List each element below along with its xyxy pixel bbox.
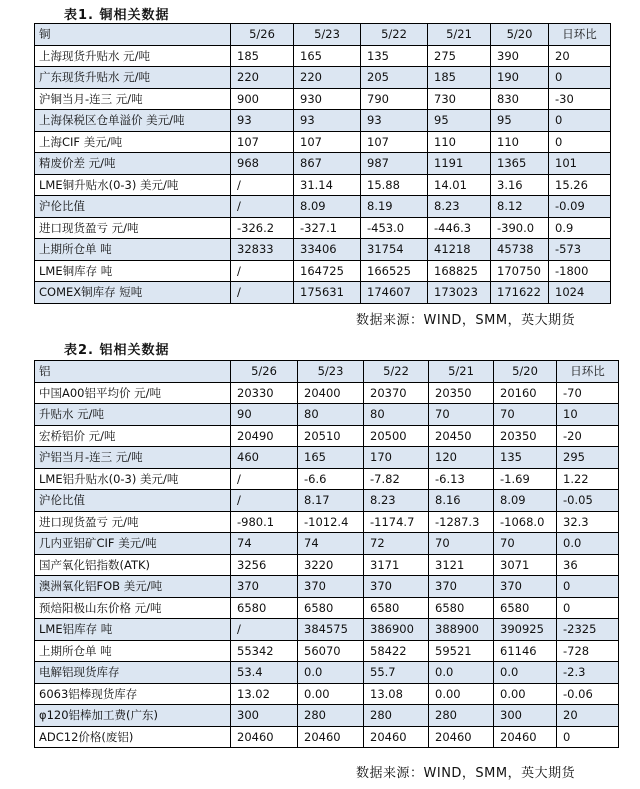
column-header: 5/21	[428, 24, 491, 46]
table-row	[35, 153, 611, 175]
table-row	[35, 260, 611, 282]
table-cell: 390925	[494, 619, 557, 641]
table-cell: 20350	[429, 382, 494, 404]
table-cell: -70	[557, 382, 619, 404]
table-cell: /	[231, 174, 294, 196]
row-label: 几内亚铝矿CIF 美元/吨	[35, 533, 231, 555]
table-cell: 20370	[364, 382, 429, 404]
row-label: 沪铝当月-连三 元/吨	[35, 447, 231, 469]
row-label: COMEX铜库存 短吨	[35, 282, 231, 304]
table-row	[35, 196, 611, 218]
table-row	[35, 217, 611, 239]
table-cell: 370	[231, 576, 298, 598]
row-label: 上海保税区仓单溢价 美元/吨	[35, 110, 231, 132]
row-label: φ120铝棒加工费(广东)	[35, 705, 231, 727]
table-row	[35, 576, 619, 598]
table-cell: 220	[294, 67, 361, 89]
copper-data-table	[34, 23, 611, 304]
column-header: 铜	[35, 24, 231, 46]
row-label: 上期所仓单 吨	[35, 239, 231, 261]
table-cell: 0.00	[429, 683, 494, 705]
table-row	[35, 468, 619, 490]
table-cell: 295	[557, 447, 619, 469]
column-header: 日环比	[557, 361, 619, 383]
table-cell: 107	[231, 131, 294, 153]
table-cell: 74	[231, 533, 298, 555]
table-cell: 36	[557, 554, 619, 576]
table-cell: -0.05	[557, 490, 619, 512]
table-cell: 0	[549, 67, 611, 89]
table-row	[35, 597, 619, 619]
table-cell: 370	[298, 576, 364, 598]
table-cell: 300	[494, 705, 557, 727]
table-cell: 72	[364, 533, 429, 555]
column-header: 5/22	[361, 24, 428, 46]
table-cell: 386900	[364, 619, 429, 641]
column-header: 5/26	[231, 24, 294, 46]
table-row	[35, 45, 611, 67]
table-cell: 8.16	[429, 490, 494, 512]
table-cell: -6.13	[429, 468, 494, 490]
table-cell: -1800	[549, 260, 611, 282]
table-cell: -6.6	[298, 468, 364, 490]
table-cell: -1068.0	[494, 511, 557, 533]
table-cell: 20	[557, 705, 619, 727]
table-cell: 45738	[491, 239, 549, 261]
table-row	[35, 726, 619, 748]
table-cell: 1024	[549, 282, 611, 304]
column-header: 5/20	[491, 24, 549, 46]
table2-header-row	[35, 361, 619, 383]
row-label: LME铜库存 吨	[35, 260, 231, 282]
table1-title: 表1. 铜相关数据	[64, 8, 170, 23]
table-row	[35, 662, 619, 684]
table-cell: 968	[231, 153, 294, 175]
table-cell: 190	[491, 67, 549, 89]
row-label: 澳洲氧化铝FOB 美元/吨	[35, 576, 231, 598]
table-cell: -7.82	[364, 468, 429, 490]
table-row	[35, 404, 619, 426]
table-cell: 175631	[294, 282, 361, 304]
table-cell: 3256	[231, 554, 298, 576]
table-cell: 20460	[298, 726, 364, 748]
table-cell: 70	[494, 404, 557, 426]
table-cell: /	[231, 490, 298, 512]
table-cell: 95	[491, 110, 549, 132]
table-cell: 384575	[298, 619, 364, 641]
table-cell: 41218	[428, 239, 491, 261]
table-cell: 370	[494, 576, 557, 598]
table-cell: 13.02	[231, 683, 298, 705]
row-label: 电解铝现货库存	[35, 662, 231, 684]
table-cell: -1287.3	[429, 511, 494, 533]
table-cell: 280	[429, 705, 494, 727]
table-cell: 20330	[231, 382, 298, 404]
table-row	[35, 533, 619, 555]
row-label: 进口现货盈亏 元/吨	[35, 217, 231, 239]
table-cell: 1365	[491, 153, 549, 175]
table-cell: 370	[364, 576, 429, 598]
table-cell: 987	[361, 153, 428, 175]
table-cell: 185	[428, 67, 491, 89]
row-label: 上期所仓单 吨	[35, 640, 231, 662]
table-cell: 3220	[298, 554, 364, 576]
table-cell: /	[231, 196, 294, 218]
table-cell: 3071	[494, 554, 557, 576]
row-label: 沪伦比值	[35, 490, 231, 512]
table-cell: 135	[361, 45, 428, 67]
row-label: 预焙阳极山东价格 元/吨	[35, 597, 231, 619]
table-cell: 370	[429, 576, 494, 598]
table-cell: 205	[361, 67, 428, 89]
table-cell: -1174.7	[364, 511, 429, 533]
table-row	[35, 705, 619, 727]
table-cell: 8.19	[361, 196, 428, 218]
table-row	[35, 239, 611, 261]
table-cell: 70	[429, 404, 494, 426]
table-cell: 1.22	[557, 468, 619, 490]
table-cell: -980.1	[231, 511, 298, 533]
table-cell: 8.09	[494, 490, 557, 512]
table-cell: 280	[298, 705, 364, 727]
table-cell: -0.06	[557, 683, 619, 705]
table-row	[35, 88, 611, 110]
table-cell: 110	[428, 131, 491, 153]
table-cell: 32833	[231, 239, 294, 261]
table-cell: 93	[361, 110, 428, 132]
table-cell: 107	[294, 131, 361, 153]
table-row	[35, 67, 611, 89]
table-row	[35, 131, 611, 153]
table-cell: 171622	[491, 282, 549, 304]
table-cell: 0.0	[429, 662, 494, 684]
table-cell: 730	[428, 88, 491, 110]
table-row	[35, 640, 619, 662]
table-cell: 0	[557, 576, 619, 598]
table-cell: 20460	[364, 726, 429, 748]
table-row	[35, 490, 619, 512]
column-header: 日环比	[549, 24, 611, 46]
table-cell: 8.12	[491, 196, 549, 218]
table-cell: 3121	[429, 554, 494, 576]
table-cell: 0.9	[549, 217, 611, 239]
row-label: 升贴水 元/吨	[35, 404, 231, 426]
row-label: ADC12价格(废铝)	[35, 726, 231, 748]
table2-source-note: 数据来源：WIND，SMM，英大期货	[356, 766, 576, 781]
table-row	[35, 619, 619, 641]
table-cell: -390.0	[491, 217, 549, 239]
table-cell: 101	[549, 153, 611, 175]
table-cell: 120	[429, 447, 494, 469]
row-label: 沪伦比值	[35, 196, 231, 218]
table-cell: 20460	[494, 726, 557, 748]
table-cell: 59521	[429, 640, 494, 662]
table-cell: -2325	[557, 619, 619, 641]
column-header: 5/23	[294, 24, 361, 46]
table-row	[35, 282, 611, 304]
table-cell: -728	[557, 640, 619, 662]
table-cell: 830	[491, 88, 549, 110]
table-cell: 220	[231, 67, 294, 89]
table-cell: 20	[549, 45, 611, 67]
table-cell: 20450	[429, 425, 494, 447]
table-cell: 1191	[428, 153, 491, 175]
table-cell: -1012.4	[298, 511, 364, 533]
table-cell: 170	[364, 447, 429, 469]
table-cell: -446.3	[428, 217, 491, 239]
table-cell: 0.00	[494, 683, 557, 705]
table-cell: 107	[361, 131, 428, 153]
row-label: 宏桥铝价 元/吨	[35, 425, 231, 447]
table-row	[35, 174, 611, 196]
table-cell: 90	[231, 404, 298, 426]
table-cell: 95	[428, 110, 491, 132]
row-label: 进口现货盈亏 元/吨	[35, 511, 231, 533]
table-cell: 8.09	[294, 196, 361, 218]
table-cell: 20490	[231, 425, 298, 447]
row-label: LME铝升贴水(0-3) 美元/吨	[35, 468, 231, 490]
aluminum-data-table	[34, 360, 619, 748]
table-cell: 58422	[364, 640, 429, 662]
table-cell: 20460	[429, 726, 494, 748]
column-header: 5/26	[231, 361, 298, 383]
table-cell: 0	[557, 726, 619, 748]
table-cell: -453.0	[361, 217, 428, 239]
table-cell: 31754	[361, 239, 428, 261]
table-cell: 20350	[494, 425, 557, 447]
table-cell: 53.4	[231, 662, 298, 684]
row-label: 精废价差 元/吨	[35, 153, 231, 175]
table-cell: 20510	[298, 425, 364, 447]
table-cell: -20	[557, 425, 619, 447]
table-cell: 135	[494, 447, 557, 469]
column-header: 铝	[35, 361, 231, 383]
table-cell: 56070	[298, 640, 364, 662]
table-cell: 275	[428, 45, 491, 67]
table-cell: /	[231, 468, 298, 490]
table-cell: 170750	[491, 260, 549, 282]
table-cell: 33406	[294, 239, 361, 261]
table-cell: 6580	[298, 597, 364, 619]
table-row	[35, 683, 619, 705]
table-cell: 15.88	[361, 174, 428, 196]
table-row	[35, 110, 611, 132]
table-cell: 6580	[429, 597, 494, 619]
column-header: 5/20	[494, 361, 557, 383]
table-cell: 6580	[231, 597, 298, 619]
row-label: 中国A00铝平均价 元/吨	[35, 382, 231, 404]
row-label: LME铝库存 吨	[35, 619, 231, 641]
table-cell: 8.17	[298, 490, 364, 512]
table-cell: 166525	[361, 260, 428, 282]
table-cell: 280	[364, 705, 429, 727]
table-cell: 8.23	[364, 490, 429, 512]
table-cell: /	[231, 619, 298, 641]
table-row	[35, 511, 619, 533]
table-cell: 173023	[428, 282, 491, 304]
table-cell: 900	[231, 88, 294, 110]
table1-header-row	[35, 24, 611, 46]
table-cell: 0	[549, 131, 611, 153]
row-label: 国产氧化铝指数(ATK)	[35, 554, 231, 576]
table-cell: 15.26	[549, 174, 611, 196]
column-header: 5/23	[298, 361, 364, 383]
table-cell: 3.16	[491, 174, 549, 196]
table-cell: -326.2	[231, 217, 294, 239]
table-cell: -30	[549, 88, 611, 110]
table-cell: 6580	[364, 597, 429, 619]
table-cell: 31.14	[294, 174, 361, 196]
table-cell: -2.3	[557, 662, 619, 684]
table-cell: -327.1	[294, 217, 361, 239]
table-cell: 110	[491, 131, 549, 153]
table-cell: 0.00	[298, 683, 364, 705]
table-cell: 164725	[294, 260, 361, 282]
table-cell: 80	[298, 404, 364, 426]
row-label: 广东现货升贴水 元/吨	[35, 67, 231, 89]
table-cell: 20460	[231, 726, 298, 748]
table-cell: 8.23	[428, 196, 491, 218]
table-cell: 70	[429, 533, 494, 555]
table-cell: 14.01	[428, 174, 491, 196]
table-cell: 20160	[494, 382, 557, 404]
table-cell: 55342	[231, 640, 298, 662]
table-cell: 790	[361, 88, 428, 110]
table-row	[35, 425, 619, 447]
table-cell: 32.3	[557, 511, 619, 533]
table-cell: 300	[231, 705, 298, 727]
table-cell: 388900	[429, 619, 494, 641]
table-cell: 80	[364, 404, 429, 426]
table-cell: 174607	[361, 282, 428, 304]
table-cell: 20500	[364, 425, 429, 447]
row-label: LME铜升贴水(0-3) 美元/吨	[35, 174, 231, 196]
table-cell: 0	[557, 597, 619, 619]
table-row	[35, 554, 619, 576]
table-cell: 867	[294, 153, 361, 175]
table-cell: 3171	[364, 554, 429, 576]
table-row	[35, 382, 619, 404]
table-cell: 0.0	[298, 662, 364, 684]
table-cell: 55.7	[364, 662, 429, 684]
table-cell: 165	[294, 45, 361, 67]
table-cell: 10	[557, 404, 619, 426]
table-row	[35, 447, 619, 469]
table-cell: 0	[549, 110, 611, 132]
table-cell: -0.09	[549, 196, 611, 218]
table1-source-note: 数据来源：WIND，SMM，英大期货	[356, 313, 576, 328]
table-cell: /	[231, 282, 294, 304]
column-header: 5/22	[364, 361, 429, 383]
table-cell: 20400	[298, 382, 364, 404]
table-cell: 0.0	[557, 533, 619, 555]
row-label: 6063铝棒现货库存	[35, 683, 231, 705]
table-cell: 61146	[494, 640, 557, 662]
table-cell: 165	[298, 447, 364, 469]
table-cell: 168825	[428, 260, 491, 282]
table-cell: 13.08	[364, 683, 429, 705]
table-cell: 185	[231, 45, 294, 67]
table-cell: /	[231, 260, 294, 282]
table-cell: 93	[294, 110, 361, 132]
table-cell: 390	[491, 45, 549, 67]
row-label: 上海CIF 美元/吨	[35, 131, 231, 153]
table-cell: -573	[549, 239, 611, 261]
row-label: 沪铜当月-连三 元/吨	[35, 88, 231, 110]
table-cell: 6580	[494, 597, 557, 619]
table-cell: 93	[231, 110, 294, 132]
table-cell: 460	[231, 447, 298, 469]
column-header: 5/21	[429, 361, 494, 383]
table-cell: 930	[294, 88, 361, 110]
table-cell: 0.0	[494, 662, 557, 684]
table-cell: -1.69	[494, 468, 557, 490]
table-cell: 70	[494, 533, 557, 555]
table-cell: 74	[298, 533, 364, 555]
row-label: 上海现货升贴水 元/吨	[35, 45, 231, 67]
table2-title: 表2. 铝相关数据	[64, 343, 170, 358]
